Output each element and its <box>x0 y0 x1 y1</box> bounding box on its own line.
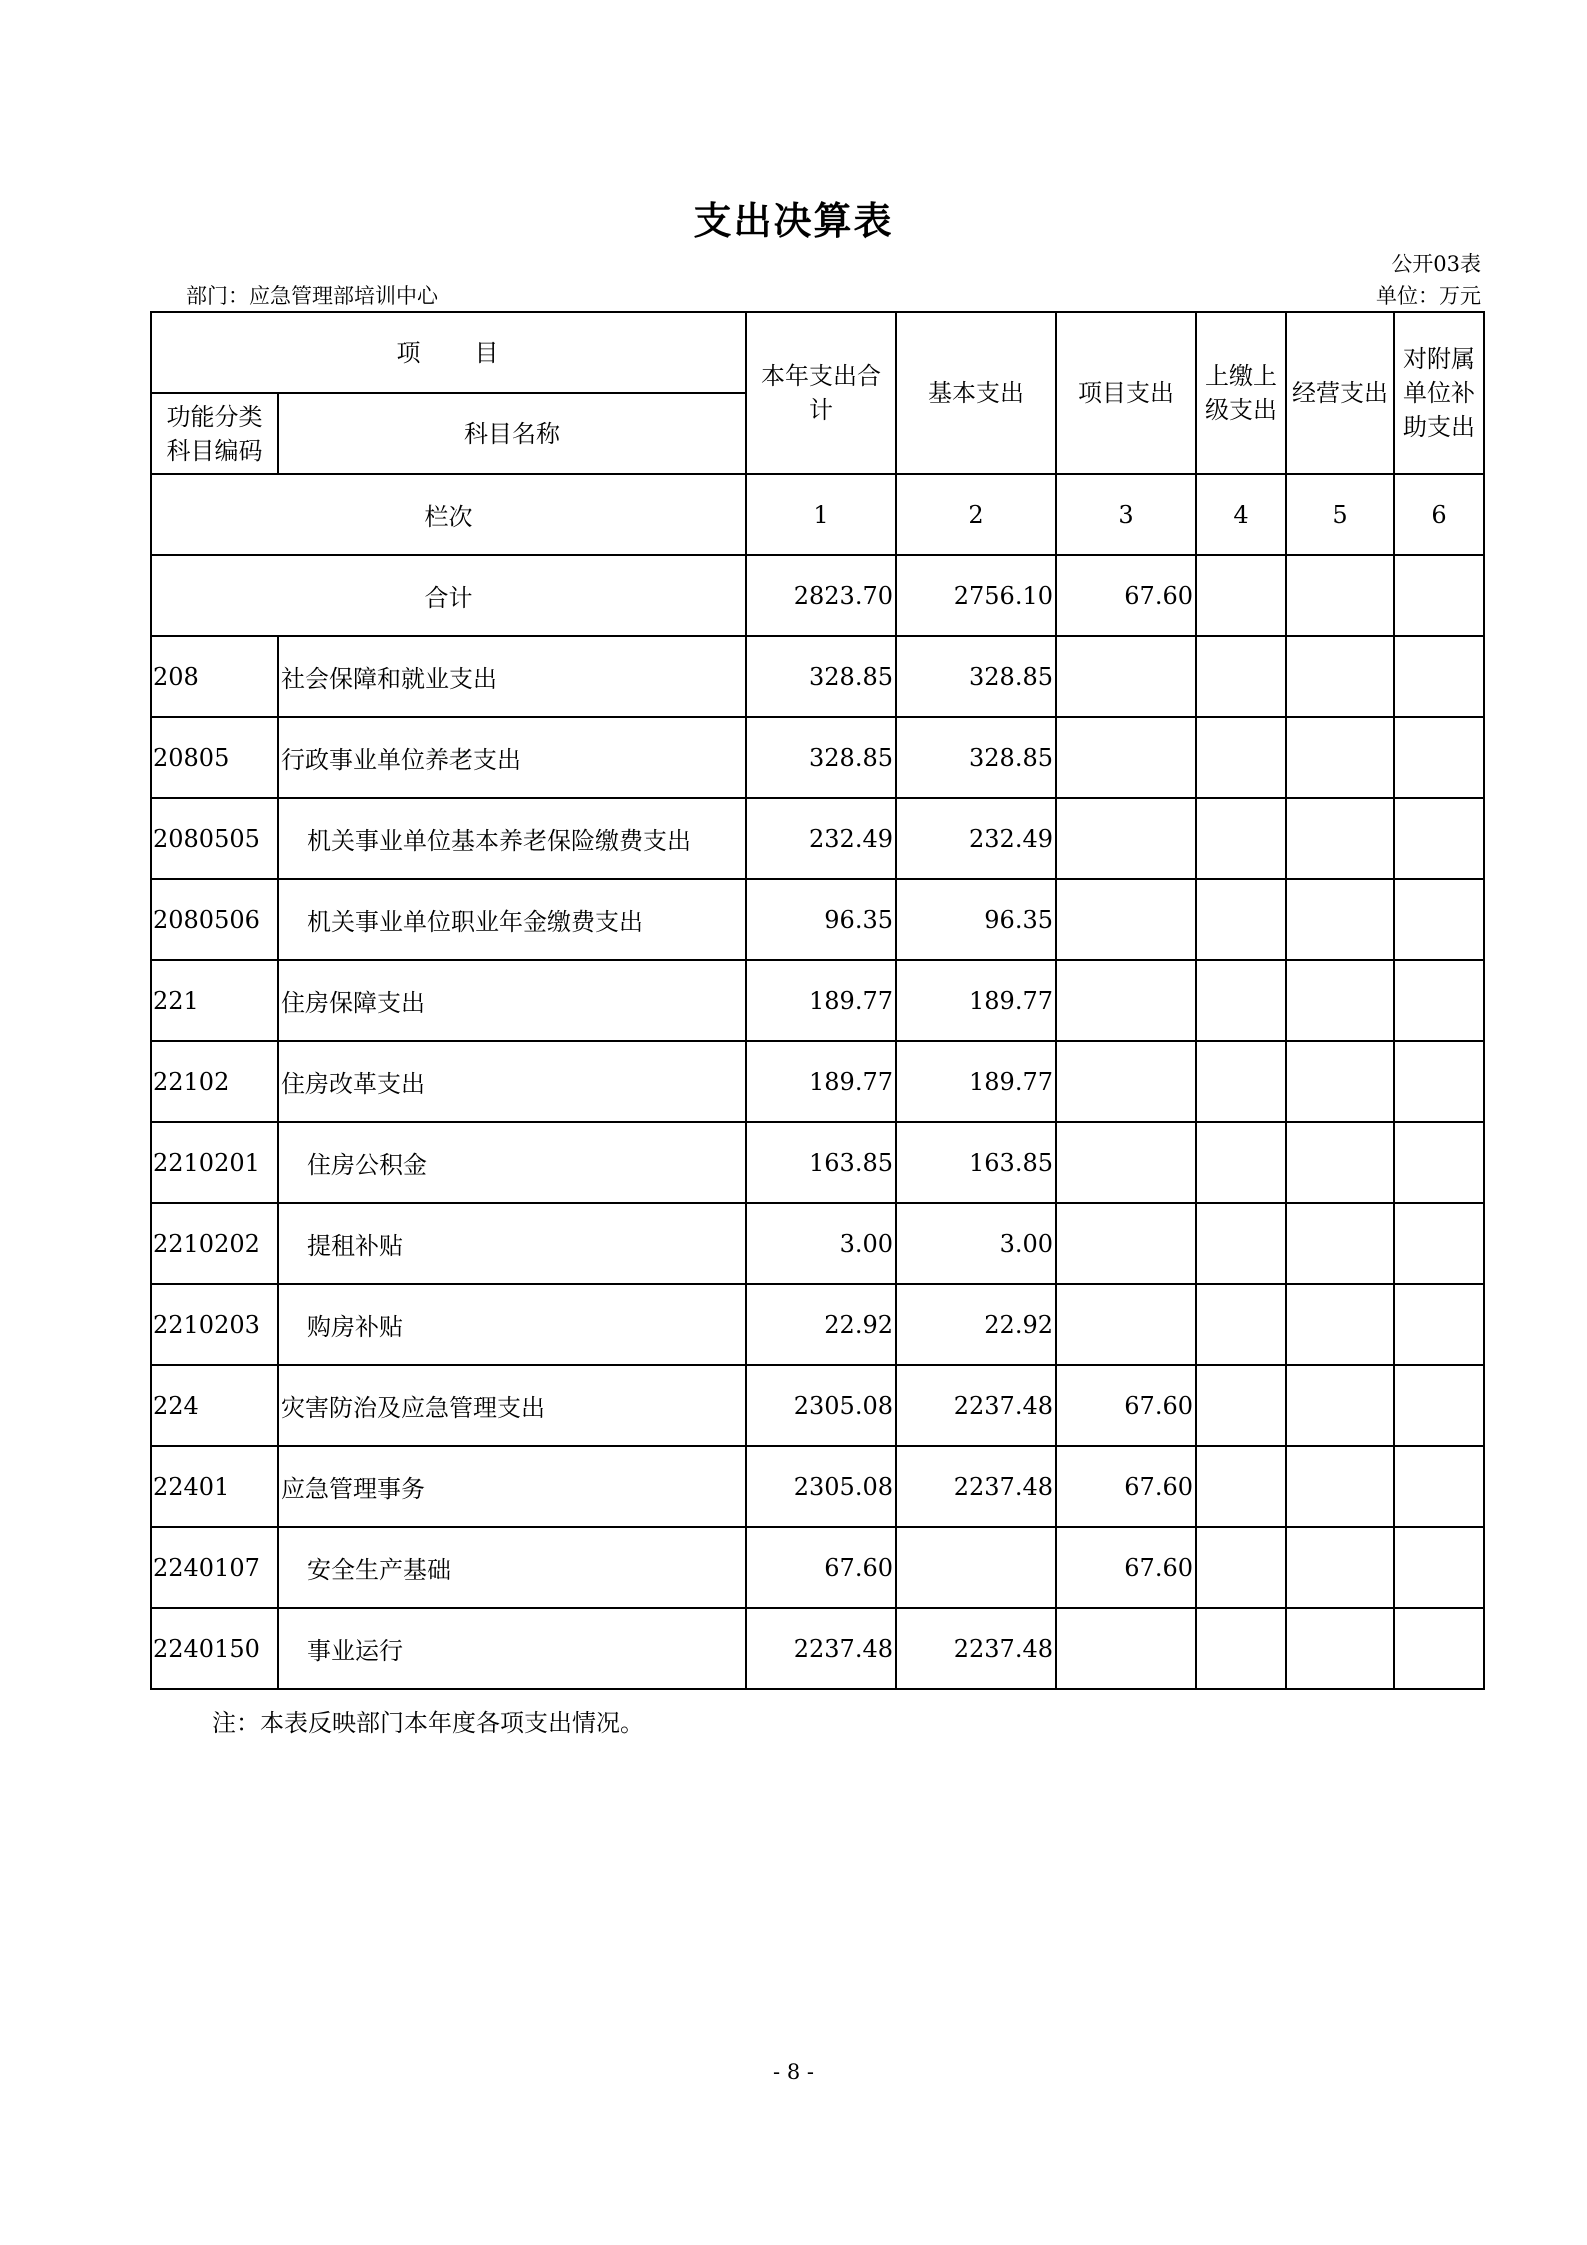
amount-operating <box>1286 1284 1394 1365</box>
table-row <box>151 879 1484 960</box>
amount-total: 328.85 <box>746 636 896 717</box>
subject-code: 221 <box>151 960 278 1041</box>
amount-remit-upper <box>1196 1608 1286 1689</box>
amount-project: 67.60 <box>1056 1527 1196 1608</box>
unit-label: 单位：万元 <box>1376 284 1481 308</box>
total-cell: 2823.70 <box>746 555 896 636</box>
amount-project: 67.60 <box>1056 1446 1196 1527</box>
subject-name: 机关事业单位基本养老保险缴费支出 <box>278 798 746 879</box>
header-operating: 经营支出 <box>1286 312 1394 474</box>
amount-basic: 189.77 <box>896 1041 1056 1122</box>
amount-remit-upper <box>1196 1122 1286 1203</box>
amount-basic: 3.00 <box>896 1203 1056 1284</box>
footnote: 注：本表反映部门本年度各项支出情况。 <box>212 1709 644 1737</box>
amount-subsidy <box>1394 1284 1484 1365</box>
amount-remit-upper <box>1196 1284 1286 1365</box>
subject-name: 社会保障和就业支出 <box>278 636 746 717</box>
subject-code: 2080506 <box>151 879 278 960</box>
header-code: 功能分类科目编码 <box>151 393 278 474</box>
amount-remit-upper <box>1196 1203 1286 1284</box>
subject-code: 2080505 <box>151 798 278 879</box>
subject-name: 购房补贴 <box>278 1284 746 1365</box>
header-total: 本年支出合计 <box>746 312 896 474</box>
amount-subsidy <box>1394 1446 1484 1527</box>
amount-subsidy <box>1394 1203 1484 1284</box>
amount-remit-upper <box>1196 1365 1286 1446</box>
amount-subsidy <box>1394 1041 1484 1122</box>
amount-basic: 22.92 <box>896 1284 1056 1365</box>
subject-name: 灾害防治及应急管理支出 <box>278 1365 746 1446</box>
column-index-cell: 3 <box>1056 474 1196 555</box>
total-project-cell: 67.60 <box>1056 555 1196 636</box>
column-index-cell: 2 <box>896 474 1056 555</box>
subject-name: 应急管理事务 <box>278 1446 746 1527</box>
subject-name: 行政事业单位养老支出 <box>278 717 746 798</box>
subject-code: 22102 <box>151 1041 278 1122</box>
amount-total: 189.77 <box>746 1041 896 1122</box>
amount-subsidy <box>1394 1527 1484 1608</box>
amount-project <box>1056 879 1196 960</box>
table-row <box>151 1041 1484 1122</box>
amount-basic: 163.85 <box>896 1122 1056 1203</box>
amount-project <box>1056 1284 1196 1365</box>
amount-subsidy <box>1394 879 1484 960</box>
amount-total: 22.92 <box>746 1284 896 1365</box>
subject-name: 安全生产基础 <box>278 1527 746 1608</box>
amount-remit-upper <box>1196 879 1286 960</box>
amount-total: 328.85 <box>746 717 896 798</box>
table-row <box>151 1122 1484 1203</box>
amount-basic: 328.85 <box>896 717 1056 798</box>
amount-operating <box>1286 1041 1394 1122</box>
amount-remit-upper <box>1196 1527 1286 1608</box>
table-row <box>151 636 1484 717</box>
amount-basic: 232.49 <box>896 798 1056 879</box>
page-title: 支出决算表 <box>693 199 894 243</box>
amount-project <box>1056 1203 1196 1284</box>
total-subsidy-cell <box>1394 555 1484 636</box>
table-row <box>151 717 1484 798</box>
column-index-cell: 4 <box>1196 474 1286 555</box>
subject-code: 2240150 <box>151 1608 278 1689</box>
amount-operating <box>1286 717 1394 798</box>
amount-operating <box>1286 798 1394 879</box>
amount-total: 232.49 <box>746 798 896 879</box>
table-row <box>151 1527 1484 1608</box>
subject-name: 住房保障支出 <box>278 960 746 1041</box>
amount-remit-upper <box>1196 636 1286 717</box>
column-index-row <box>151 474 1484 555</box>
amount-total: 189.77 <box>746 960 896 1041</box>
amount-project <box>1056 1041 1196 1122</box>
amount-total: 163.85 <box>746 1122 896 1203</box>
amount-basic: 2237.48 <box>896 1446 1056 1527</box>
subject-name: 住房公积金 <box>278 1122 746 1203</box>
amount-basic: 328.85 <box>896 636 1056 717</box>
header-project: 项目支出 <box>1056 312 1196 474</box>
table-row <box>151 960 1484 1041</box>
amount-total: 96.35 <box>746 879 896 960</box>
amount-basic: 2237.48 <box>896 1365 1056 1446</box>
page-number: - 8 - <box>773 2060 814 2084</box>
column-index-cell: 1 <box>746 474 896 555</box>
form-number: 公开03表 <box>1391 252 1481 276</box>
subject-code: 2210203 <box>151 1284 278 1365</box>
amount-operating <box>1286 1203 1394 1284</box>
header-basic: 基本支出 <box>896 312 1056 474</box>
column-index-cell: 5 <box>1286 474 1394 555</box>
table-row <box>151 1203 1484 1284</box>
amount-operating <box>1286 879 1394 960</box>
table-row <box>151 1608 1484 1689</box>
amount-remit-upper <box>1196 960 1286 1041</box>
department-label: 部门：应急管理部培训中心 <box>186 284 438 308</box>
amount-project <box>1056 1608 1196 1689</box>
amount-subsidy <box>1394 1608 1484 1689</box>
amount-total: 3.00 <box>746 1203 896 1284</box>
column-index-label: 栏次 <box>151 474 746 555</box>
amount-total: 2305.08 <box>746 1365 896 1446</box>
amount-subsidy <box>1394 1122 1484 1203</box>
header-subject-name: 科目名称 <box>278 393 746 474</box>
amount-operating <box>1286 1446 1394 1527</box>
table-row <box>151 1446 1484 1527</box>
total-row <box>151 555 1484 636</box>
amount-subsidy <box>1394 798 1484 879</box>
subject-code: 2210201 <box>151 1122 278 1203</box>
amount-subsidy <box>1394 717 1484 798</box>
subject-name: 机关事业单位职业年金缴费支出 <box>278 879 746 960</box>
expenditure-table <box>150 311 1485 1690</box>
table-row <box>151 1365 1484 1446</box>
subject-name: 事业运行 <box>278 1608 746 1689</box>
total-label: 合计 <box>151 555 746 636</box>
amount-remit-upper <box>1196 798 1286 879</box>
amount-operating <box>1286 1122 1394 1203</box>
amount-operating <box>1286 1365 1394 1446</box>
amount-project <box>1056 636 1196 717</box>
header-remit-upper: 上缴上级支出 <box>1196 312 1286 474</box>
amount-basic: 96.35 <box>896 879 1056 960</box>
amount-operating <box>1286 1527 1394 1608</box>
subject-code: 208 <box>151 636 278 717</box>
total-remit-cell <box>1196 555 1286 636</box>
amount-project <box>1056 798 1196 879</box>
subject-name: 提租补贴 <box>278 1203 746 1284</box>
amount-operating <box>1286 960 1394 1041</box>
subject-code: 2210202 <box>151 1203 278 1284</box>
amount-operating <box>1286 636 1394 717</box>
amount-basic <box>896 1527 1056 1608</box>
total-operating-cell <box>1286 555 1394 636</box>
amount-project: 67.60 <box>1056 1365 1196 1446</box>
amount-project <box>1056 960 1196 1041</box>
amount-remit-upper <box>1196 1041 1286 1122</box>
amount-subsidy <box>1394 960 1484 1041</box>
subject-code: 224 <box>151 1365 278 1446</box>
header-subsidy: 对附属单位补助支出 <box>1394 312 1484 474</box>
amount-remit-upper <box>1196 717 1286 798</box>
subject-code: 2240107 <box>151 1527 278 1608</box>
amount-subsidy <box>1394 1365 1484 1446</box>
table-row <box>151 798 1484 879</box>
column-index-cell: 6 <box>1394 474 1484 555</box>
amount-basic: 189.77 <box>896 960 1056 1041</box>
subject-name: 住房改革支出 <box>278 1041 746 1122</box>
table-row <box>151 1284 1484 1365</box>
amount-subsidy <box>1394 636 1484 717</box>
amount-total: 67.60 <box>746 1527 896 1608</box>
amount-total: 2237.48 <box>746 1608 896 1689</box>
amount-operating <box>1286 1608 1394 1689</box>
amount-project <box>1056 717 1196 798</box>
header-item: 项 目 <box>151 312 746 393</box>
amount-total: 2305.08 <box>746 1446 896 1527</box>
subject-code: 22401 <box>151 1446 278 1527</box>
amount-project <box>1056 1122 1196 1203</box>
total-basic-cell: 2756.10 <box>896 555 1056 636</box>
amount-basic: 2237.48 <box>896 1608 1056 1689</box>
amount-remit-upper <box>1196 1446 1286 1527</box>
subject-code: 20805 <box>151 717 278 798</box>
